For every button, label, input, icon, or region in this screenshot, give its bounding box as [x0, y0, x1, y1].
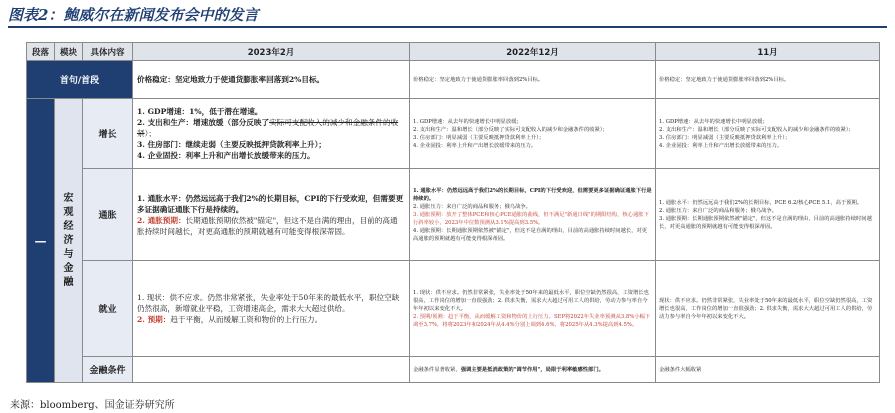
- inflation-11-p3: 3. 通胀预期：长期通胀预期依然被"锚定"，但这不是自满的理由，目前的高通胀持续时间越长，对更高通胀的预期就越有可能变得根深蒂固。: [659, 215, 872, 230]
- growth-2022-p4: 4. 企业固投：利率上升和产出增长放缓带来的压力。: [413, 142, 537, 149]
- growth-2023-spending-a: 2. 支出和生产：增速放缓（部分反映了: [137, 118, 270, 127]
- finance-2022-b: 强调主要是抵消政策的"调节作用"，局限于利率敏感性部门。: [460, 366, 604, 373]
- header-content: 具体内容: [83, 43, 133, 61]
- growth-2022: [410, 99, 656, 169]
- employment-11: [656, 261, 880, 357]
- opening-category: 首句/首段: [27, 61, 133, 99]
- macro-char: 宏: [63, 192, 74, 204]
- employment-2023-status: 1. 现状：供不应求。仍然非常紧张，失业率处于50年来的最低水平，职位空缺仍然很高，新增就业平稳，工资增速高企，需求大大超过供给。: [137, 293, 400, 313]
- growth-label: 增长: [83, 99, 133, 169]
- inflation-2023-expectation: [137, 215, 405, 237]
- macro-char: 金: [63, 262, 74, 274]
- finance-label: 金融条件: [83, 357, 133, 383]
- source-note: 来源：bloomberg、国金证券研究所: [10, 400, 175, 411]
- header-11: 11月: [656, 43, 880, 61]
- macro-dash: —: [27, 99, 55, 383]
- employment-2023: [133, 261, 410, 357]
- employment-2022-p1: 1. 现状：供不应求。仍然非常紧张，失业率处于50年来的最低水平，职位空缺仍然很高，工资增长也很高，工作岗位的增加一直很强劲；2. 供求失衡，需求大大超过可用工人的供给，劳动力参与率自今年年初以来变化不大。: [413, 289, 649, 312]
- inflation-2022: [410, 169, 656, 261]
- growth-2023-spending: [137, 117, 405, 139]
- employment-2023-outlook-text: 趋于平衡，从而缓解工资和物价的上行压力。: [170, 315, 323, 324]
- employment-row: [27, 261, 880, 357]
- growth-11-p3: 3. 住房部门：明显减弱（主要反映抵押贷款利率上升）；: [659, 134, 791, 141]
- title-rule: [8, 26, 887, 28]
- opening-2023: [133, 61, 410, 99]
- employment-11-p1: 现状：供不应求。仍然非常紧张，失业率处于50年来的最低水平，职位空缺仍然很高，工资增长也很高，工作岗位的增加一直很强劲；2. 供求失衡，需求大大超过可用工人的供给，劳动力参与率自今年年初以来变化不大。: [659, 297, 873, 320]
- growth-2023: [133, 99, 410, 169]
- finance-2022-a: 金融条件显著收紧，: [413, 366, 461, 373]
- header-2023: 2023年2月: [133, 43, 410, 61]
- opening-11: [656, 61, 880, 99]
- statement-table: [26, 42, 880, 383]
- inflation-2022-p2: 2. 通胀压力：来自广泛的商品和服务；俄乌战争。: [413, 203, 531, 210]
- employment-2022: [410, 261, 656, 357]
- header-2022: 2022年12月: [410, 43, 656, 61]
- finance-2023: [133, 357, 410, 383]
- growth-2023-spending-strike: 实际可支配收入的减少和金融条件的收紧: [137, 118, 399, 138]
- opening-row: [27, 61, 880, 99]
- growth-2023-housing: 3. 住房部门：继续走弱（主要反映抵押贷款利率上升）；: [137, 140, 327, 149]
- finance-2022: [410, 357, 656, 383]
- inflation-2022-p1: 1. 通胀水平：仍然远远高于我们2%的长期目标，CPI的下行受欢迎，但需要更多证据确证通胀下行是持续的。: [413, 187, 652, 202]
- employment-label: 就业: [83, 261, 133, 357]
- opening-2022-text: 价格稳定：坚定地致力于使通货膨胀率回落到2%目标。: [413, 76, 544, 83]
- growth-2023-spending-b: ）；: [144, 129, 156, 138]
- growth-11: [656, 99, 880, 169]
- figure-title: 图表2：鲍威尔在新闻发布会中的发言: [8, 6, 259, 24]
- growth-11-p4: 4. 企业固投：利率上升和产出增长放缓带来的压力。: [659, 142, 783, 149]
- macro-vertical-label: [55, 99, 83, 383]
- header-row: [27, 43, 880, 61]
- inflation-2023-level: 1. 通胀水平：仍然远远高于我们2%的长期目标，CPI的下行受欢迎，但需要更多证据确证通胀下行是持续的。: [137, 193, 404, 214]
- finance-11: 金融条件大幅收紧: [656, 357, 880, 383]
- inflation-2023: [133, 169, 410, 261]
- growth-row: [27, 99, 880, 169]
- growth-2023-investment: 4. 企业固投：利率上升和产出增长放缓带来的压力。: [137, 151, 315, 160]
- macro-char: 经: [63, 220, 74, 232]
- employment-2023-outlook: [137, 314, 405, 325]
- growth-2023-gdp: 1. GDP增速：1%，低于潜在增速。: [137, 107, 263, 116]
- inflation-label: 通胀: [83, 169, 133, 261]
- growth-11-p1: 1. GDP增速：从去年的快速增长中明显放缓；: [659, 118, 768, 125]
- inflation-11-p1: 1. 通胀水平：仍然远远高于我们2%的长期目标，PCE 6.2/核心PCE 5.1，高于预期。: [659, 199, 863, 206]
- inflation-2023-expectation-label: 2. 通胀预期：: [137, 215, 186, 225]
- macro-char: 与: [63, 248, 74, 260]
- inflation-11: [656, 169, 880, 261]
- growth-2022-p2: 2. 支出和生产：温和增长（部分反映了实际可支配收入的减少和金融条件的收紧）；: [413, 126, 608, 133]
- macro-char: 观: [63, 206, 74, 218]
- macro-char: 济: [63, 234, 74, 246]
- growth-11-p2: 2. 支出和生产：温和增长（部分反映了实际可支配收入的减少和金融条件的收紧）；: [659, 126, 854, 133]
- inflation-11-p2: 2. 通胀压力：来自广泛的商品和服务；俄乌战争。: [659, 207, 777, 214]
- inflation-2023-expectation-text: 长期通胀预期依然被"锚定"，但这不是自满的理由，目前的高通胀持续时间越长，对更高通胀的预期就越有可能变得根深蒂固。: [137, 215, 398, 236]
- employment-2023-outlook-label: 2. 预期：: [137, 315, 171, 324]
- macro-char: 融: [63, 276, 74, 288]
- growth-2022-p3: 3. 住房部门：明显减弱（主要反映抵押贷款利率上升）；: [413, 134, 545, 141]
- title-bar: [8, 4, 887, 28]
- opening-2022: [410, 61, 656, 99]
- finance-row: [27, 357, 880, 383]
- employment-2022-p2: 2. 预期/预测：趋于平衡，从而缓解工资和物价的上行压力。SEP将2022年失业率预测从3.8%小幅下调至3.7%，将将2023年和2024年从4.4%分别上调到4.6%，将2025年从4.3%提高到4.5%。: [413, 313, 651, 328]
- inflation-2022-p3: 3. 通胀预期：放开了整体PCE和核心PCE通胀的曲线，但不满足"新通日线"的期限结构，核心通胀下行斜率较小，2023年中位数预测从3.1%提高到3.5%。: [413, 211, 649, 226]
- opening-11-text: 价格稳定：坚定地致力于使通货膨胀率回落到2%目标。: [659, 76, 790, 83]
- inflation-row: [27, 169, 880, 261]
- header-segment: 段落: [27, 43, 55, 61]
- growth-2022-p1: 1. GDP增速：从去年的快速增长中明显放缓；: [413, 118, 522, 125]
- inflation-2022-p4: 4. 通胀预期：长期通胀预期依然被"锚定"，但这不是自满的理由，目前的高通胀持续时间越长，对更高通胀的预期就越有可能变得根深蒂固。: [413, 227, 648, 242]
- header-module: 模块: [55, 43, 83, 61]
- opening-2023-text: 价格稳定：坚定地致力于使通货膨胀率回落到2%目标。: [137, 75, 325, 84]
